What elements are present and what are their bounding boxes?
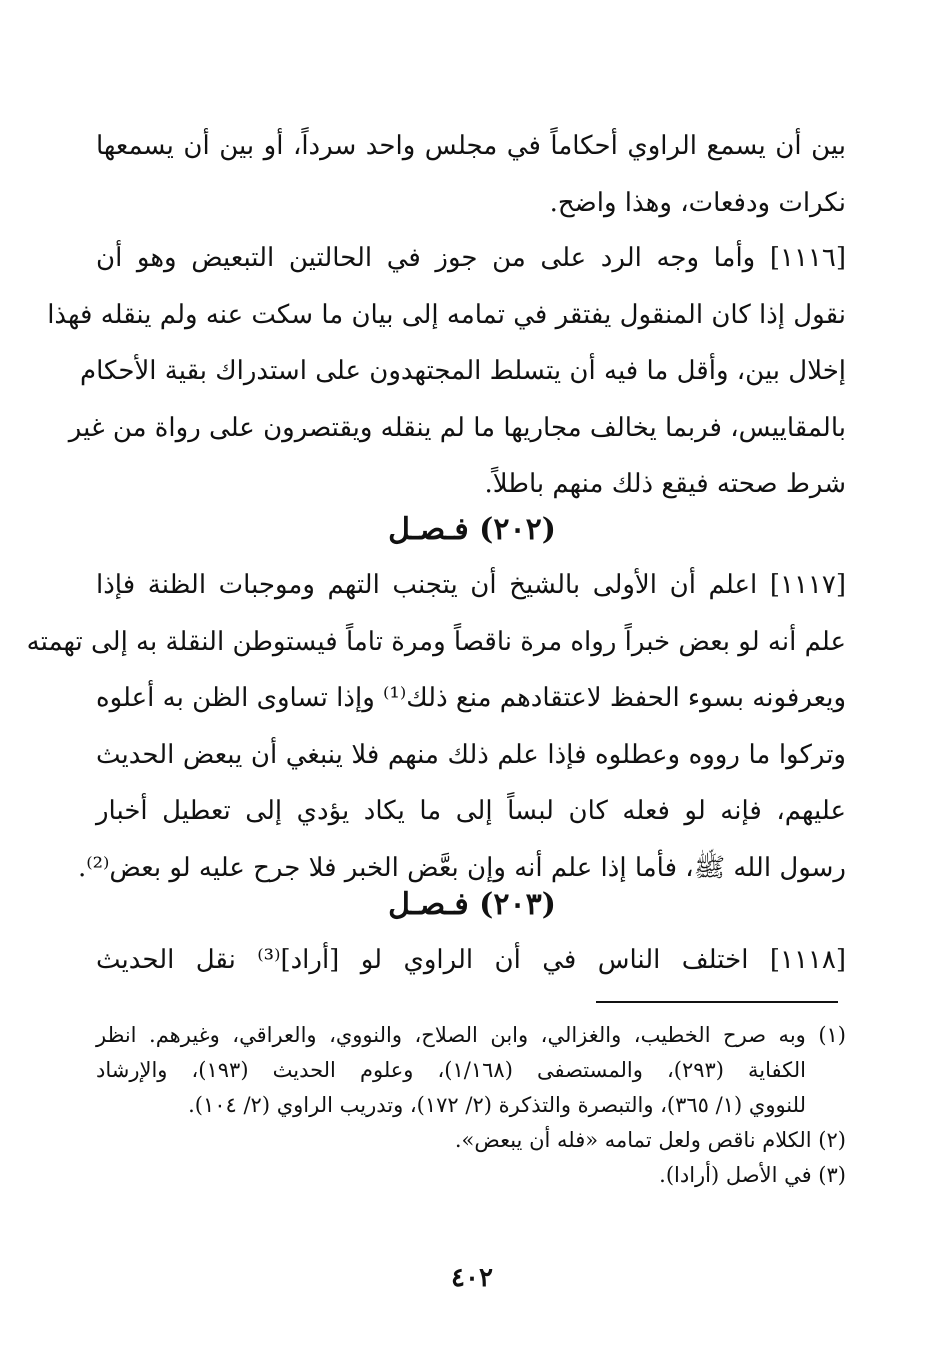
footnote-1-cont: الكفاية (٢٩٣)، والمستصفى (١/١٦٨)، وعلوم الحديث (١٩٣)، والإرشاد	[96, 1058, 807, 1082]
footnotes	[96, 1018, 846, 1193]
text-line: نقول إذا كان المنقول يفتقر في تمامه إلى بيان ما سكت عنه ولم ينقله فهذا	[47, 299, 846, 330]
text-line: رسول الله ﷺ، فأما إذا علم أنه وإن بعَّض الخبر فلا جرح عليه لو بعض⁽²⁾.	[77, 852, 846, 883]
footnote-1-cont: للنووي (١/ ٣٦٥)، والتبصرة والتذكرة (٢/ ١٧٢)، وتدريب الراوي (٢/ ١٠٤).	[188, 1093, 806, 1117]
text-line: وتركوا ما رووه وعطلوه فإذا علم ذلك منهم فلا ينبغي أن يبعض الحديث	[96, 739, 846, 770]
paragraph-1116	[47, 230, 846, 513]
text-line: بالمقاييس، فربما يخالف مجاريها ما لم ينقله ويقتصرون على رواة من غير	[68, 412, 846, 443]
footnote-1: (١) وبه صرح الخطيب، والغزالي، وابن الصلاح، والنووي، والعراقي، وغيرهم. انظر	[96, 1023, 846, 1047]
text-line: [١١١٧] اعلم أن الأولى بالشيخ أن يتجنب التهم وموجبات الظنة فإذا	[96, 570, 846, 600]
text-line: [١١١٦] وأما وجه الرد على من جوز في الحالتين التبعيض وهو أن	[96, 243, 846, 273]
paragraph-1117	[26, 557, 847, 896]
text-line: علم أنه لو بعض خبراً رواه مرة ناقصاً ومرة تاماً فيستوطن النقلة به إلى تهمته	[26, 626, 846, 657]
text-line: ويعرفونه بسوء الحفظ لاعتقادهم منع ذلك⁽¹⁾ وإذا تساوى الظن به أعلوه	[96, 683, 847, 713]
section-heading-203: (٢٠٣) فـصـل	[388, 887, 556, 922]
text-line: إخلال بين، وأقل ما فيه أن يتسلط المجتهدون على استدراك بقية الأحكام	[80, 356, 846, 386]
footnote-separator	[596, 1001, 838, 1003]
text-line: [١١١٨] اختلف الناس في أن الراوي لو [أراد]⁽³⁾ نقل الحديث	[96, 945, 846, 975]
text-line: نكرات ودفعات، وهذا واضح.	[549, 187, 846, 218]
text-line: عليهم، فإنه لو فعله كان لبساً إلى ما يكاد يؤدي إلى تعطيل أخبار	[96, 796, 846, 826]
text-line: شرط صحته فيقع ذلك منهم باطلاً.	[484, 469, 846, 499]
paragraph-continuation	[96, 118, 846, 231]
section-heading-202: (٢٠٢) فـصـل	[388, 512, 556, 547]
text-line: بين أن يسمع الراوي أحكاماً في مجلس واحد سرداً، أو بين أن يسمعها	[96, 131, 846, 161]
paragraph-1118	[96, 932, 846, 989]
footnote-2: (٢) الكلام ناقص ولعل تمامه «فله أن يبعض».	[454, 1128, 846, 1152]
footnote-3: (٣) في الأصل (أرادا).	[659, 1163, 846, 1187]
page-number: ٤٠٢	[451, 1263, 493, 1293]
